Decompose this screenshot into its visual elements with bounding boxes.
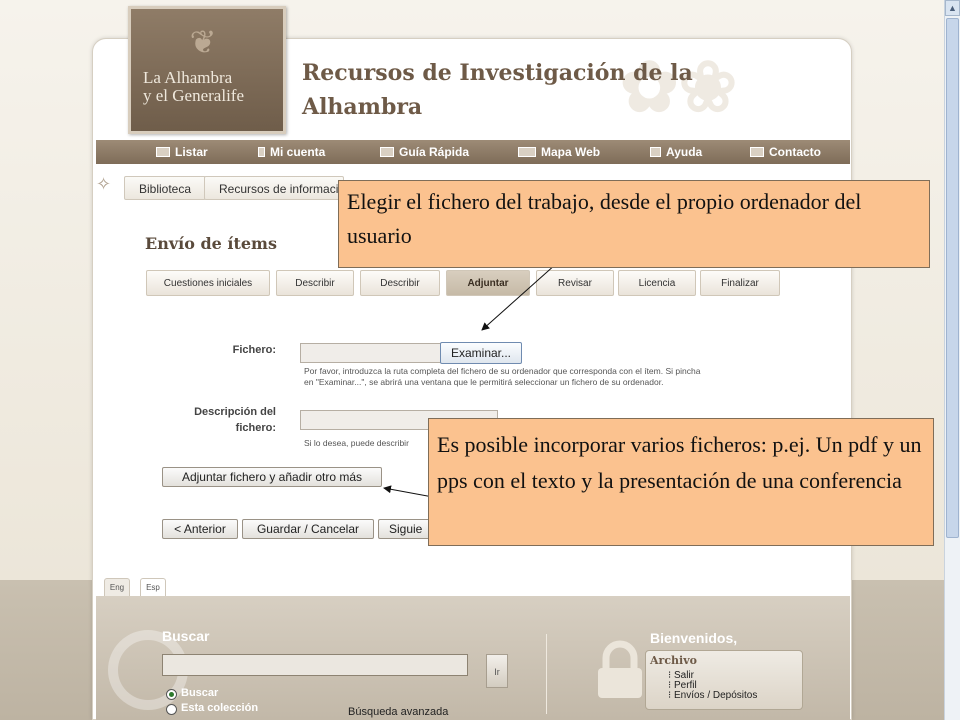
save-cancel-button[interactable]: Guardar / Cancelar bbox=[242, 519, 374, 539]
radio-search-all-label: Buscar bbox=[181, 687, 219, 699]
scrollbar-thumb[interactable] bbox=[946, 18, 959, 538]
description-label-line-1: Descripción del bbox=[194, 406, 276, 418]
add-another-file-button[interactable]: Adjuntar fichero y añadir otro más bbox=[162, 467, 382, 487]
description-label-line-2: fichero: bbox=[235, 422, 276, 434]
nav-label: Guía Rápida bbox=[399, 145, 470, 159]
nav-label: Contacto bbox=[769, 145, 821, 159]
logo-line-1: La Alhambra bbox=[143, 68, 233, 87]
search-input[interactable] bbox=[162, 654, 468, 676]
site-title-line-2: Alhambra bbox=[302, 94, 423, 120]
radio-this-collection-label: Esta colección bbox=[181, 702, 259, 714]
radio-this-collection[interactable] bbox=[166, 704, 177, 715]
breadcrumb-star-icon: ✧ bbox=[96, 174, 112, 194]
archive-title: Archivo bbox=[650, 654, 697, 667]
archive-item-label: Envíos / Depósitos bbox=[673, 690, 758, 701]
search-go-button[interactable]: Ir bbox=[486, 654, 508, 688]
page-title: Envío de ítems bbox=[145, 234, 277, 253]
radio-search-all[interactable] bbox=[166, 689, 177, 700]
browse-button[interactable]: Examinar... bbox=[440, 342, 522, 364]
scroll-up-arrow-icon[interactable]: ▲ bbox=[945, 0, 960, 16]
site-title-line-1: Recursos de Investigación de la bbox=[302, 60, 693, 86]
step-finalizar[interactable]: Finalizar bbox=[700, 270, 780, 296]
nav-label: Listar bbox=[175, 145, 208, 159]
step-revisar[interactable]: Revisar bbox=[536, 270, 614, 296]
welcome-heading: Bienvenidos, bbox=[650, 630, 738, 646]
nav-label: Ayuda bbox=[666, 145, 703, 159]
nav-label: Mi cuenta bbox=[270, 145, 326, 159]
flower-logo-icon: ❦ bbox=[189, 24, 217, 60]
archive-item-salir[interactable]: ⁝ Salir bbox=[668, 670, 694, 681]
breadcrumb-recursos[interactable]: Recursos de informaci bbox=[204, 176, 344, 200]
previous-button[interactable]: < Anterior bbox=[162, 519, 238, 539]
search-title: Buscar bbox=[162, 628, 210, 644]
archive-item-envios[interactable]: ⁝ Envíos / Depósitos bbox=[668, 690, 758, 701]
advanced-search-link[interactable]: Búsqueda avanzada bbox=[348, 706, 449, 718]
arrow-to-browse bbox=[482, 264, 556, 330]
file-help-line-2: en "Examinar...", se abrirá una ventana que le permitirá seleccionar un fichero de su ordenador. bbox=[304, 377, 664, 387]
archive-item-label: Perfil bbox=[673, 680, 697, 691]
language-tab-eng[interactable]: Eng bbox=[104, 578, 130, 596]
nav-label: Mapa Web bbox=[541, 145, 601, 159]
callout-multiple-files: Es posible incorporar varios ficheros: p.ej. Un pdf y un pps con el texto y la presentación de una conferencia bbox=[428, 418, 934, 546]
logo-line-2: y el Generalife bbox=[143, 86, 244, 105]
step-adjuntar[interactable]: Adjuntar bbox=[446, 270, 530, 296]
header-watermark: ✿❀ bbox=[620, 50, 738, 127]
padlock-icon bbox=[592, 640, 648, 700]
step-licencia[interactable]: Licencia bbox=[618, 270, 696, 296]
step-cuestiones-iniciales[interactable]: Cuestiones iniciales bbox=[146, 270, 270, 296]
footer-divider bbox=[546, 634, 547, 714]
step-describir-2[interactable]: Describir bbox=[360, 270, 440, 296]
archive-item-label: Salir bbox=[673, 670, 694, 681]
file-label: Fichero: bbox=[232, 344, 276, 356]
language-tab-esp[interactable]: Esp bbox=[140, 578, 166, 596]
callout-file-choice: Elegir el fichero del trabajo, desde el propio ordenador del usuario bbox=[338, 180, 930, 268]
breadcrumb-biblioteca[interactable]: Biblioteca bbox=[124, 176, 206, 200]
file-help-line-1: Por favor, introduzca la ruta completa del fichero de su ordenador que corresponda con el ítem. Si pincha bbox=[304, 366, 701, 376]
description-help-text: Si lo desea, puede describir bbox=[304, 438, 409, 448]
archive-item-perfil[interactable]: ⁝ Perfil bbox=[668, 680, 697, 691]
step-describir-1[interactable]: Describir bbox=[276, 270, 354, 296]
next-button[interactable]: Siguie bbox=[378, 519, 430, 539]
